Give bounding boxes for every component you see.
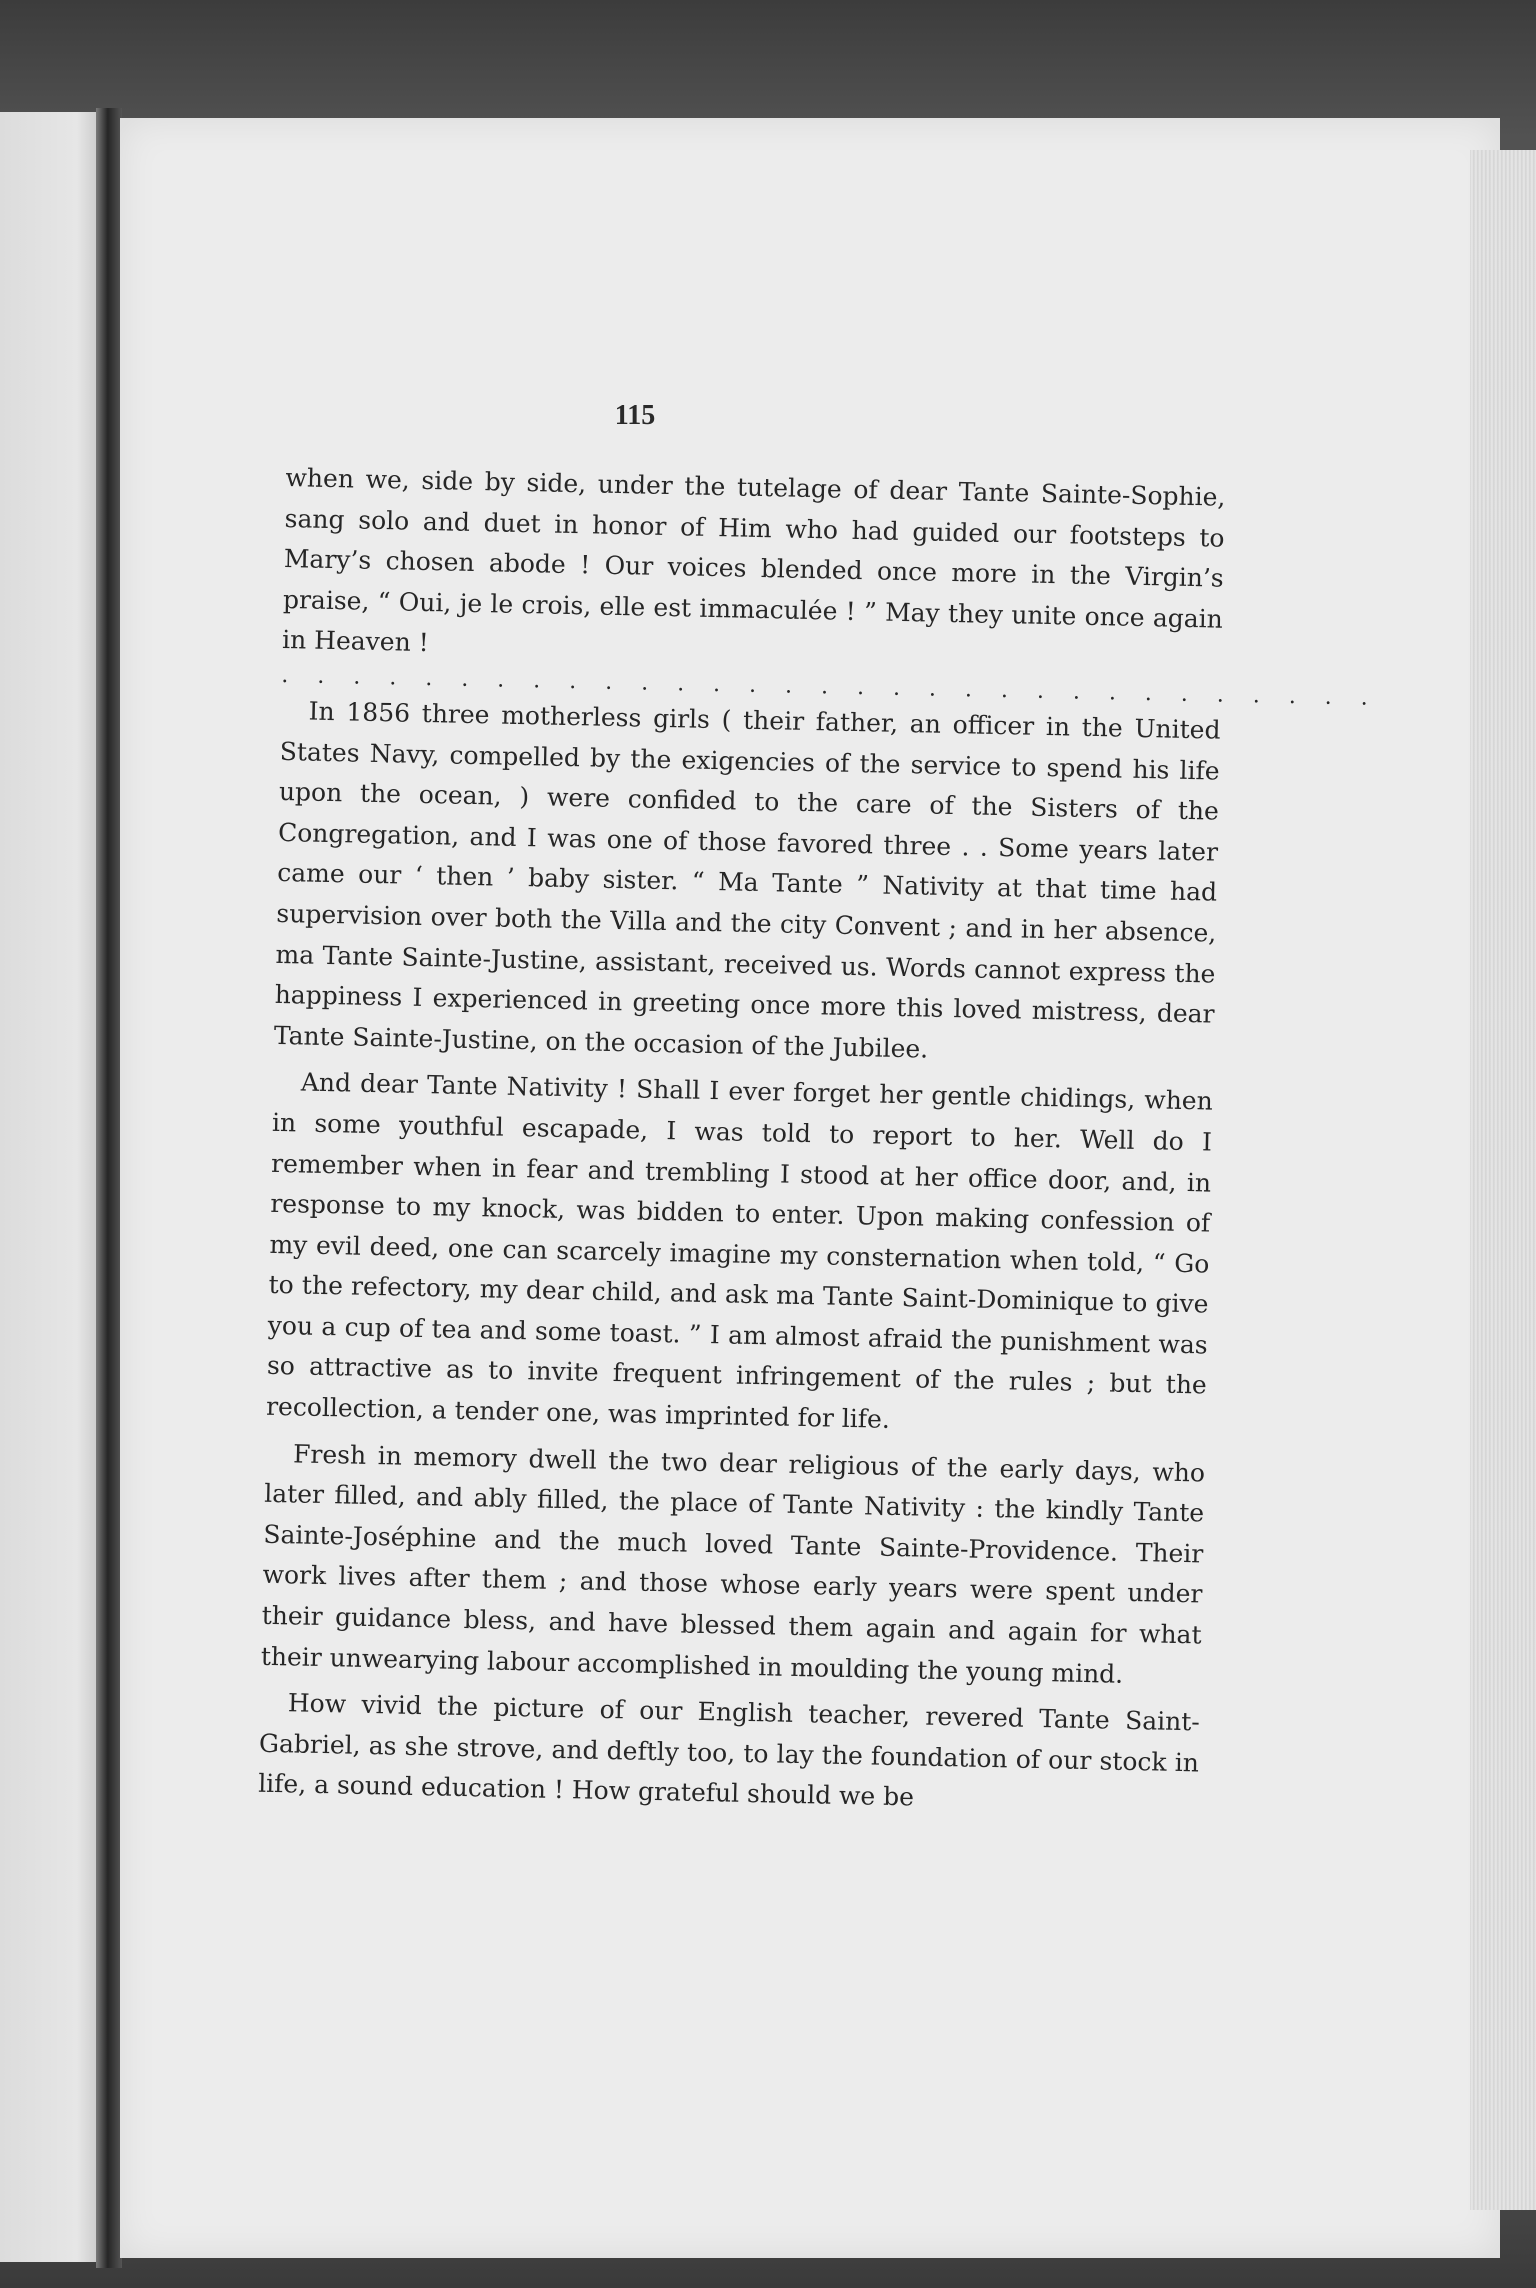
paragraph-3: And dear Tante Nativity ! Shall I ever forget her gentle chidings, when in some youthful escapade, I was told to report to her. Well do I remember when in fear and trembling I stood at her office door, and, in response to my knock, was bidden to enter. Upon making confession of my evil deed, one can scarcely imagine my consternation when told, “ Go to the refectory, my dear child, and ask ma Tante Saint-Dominique to give you a cup of tea and some toast. ” I am almost afraid the punishment was so attractive as to invite frequent infringement of the rules ; but the recollection, a tender one, was imprinted for life. — [265, 1067, 1214, 1434]
book-gutter — [96, 108, 122, 2268]
page-text — [257, 458, 1380, 1824]
paragraph-2: In 1856 three motherless girls ( their father, an officer in the United States Navy, compelled by the exigencies of the service to spend his life upon the ocean, ) were confided to the care of the Sisters of the Congregation, and I was one of those favored three . . Some years later came our ‘ then ’ baby sister. “ Ma Tante ” Nativity at that time had supervision over both the Villa and the city Convent ; and in her absence, ma Tante Sainte-Justine, assistant, received us. Words cannot express the happiness I experienced in greeting once more this loved mistress, dear Tante Sainte-Justine, on the occasion of the Jubilee. — [273, 696, 1221, 1064]
page-number: 115 — [614, 400, 656, 431]
paragraph-5: How vivid the picture of our English teacher, revered Tante Saint-Gabriel, as she strove, and deftly too, to lay the foundation of our stock in life, a sound education ! How grateful should we be — [257, 1688, 1201, 1812]
paragraph-4: Fresh in memory dwell the two dear religious of the early days, who later filled, and ably filled, the place of Tante Nativity : the kindly Tante Sainte-Joséphine and the much loved Tante Sainte-Providence. Their work lives after them ; and those whose early years were spent under their guidance bless, and have blessed them again and again for what their unwearying labour accomplished in moulding the young mind. — [260, 1439, 1206, 1689]
left-page-edge — [0, 112, 110, 2262]
page-stack-edge — [1470, 150, 1536, 2210]
section-break: . . . . . . . . . . . . . . . . . . . . . . . . . . . . . . . — [281, 662, 1380, 711]
paragraph-1: when we, side by side, under the tutelage of dear Tante Sainte-Sophie, sang solo and duet in honor of Him who had guided our footsteps to Mary’s chosen abode ! Our voices blended once more in the Virgin’s praise, “ Oui, je le crois, elle est immaculée ! ” May they unite once again in Heaven ! — [281, 462, 1226, 658]
